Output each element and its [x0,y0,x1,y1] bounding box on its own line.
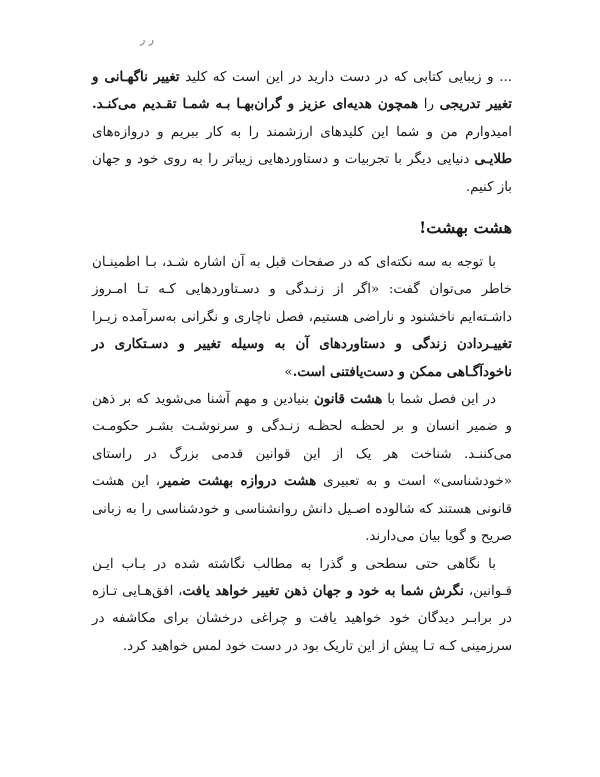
intro-bold-1: تغییر ناگهـانی و تغییر تدریجی [92,69,513,113]
para4-text-2: ، افق‌هـایی تـازه در برابـر دیدگان خود خواهید یافت و چراغی درخشان برای مکاشفه در سرزمینی کـه تـا پیش از این تاریک بود در دست خود لمس خواهید کرد. [92,583,512,654]
intro-text-3: امیدوارم من و شما این کلیدهای ارزشمند را به کار ببریم و دروازه‌های [92,124,512,140]
para3-bold-1: هشت قانون [313,391,383,408]
para3-text-1: در این فصل شما با [382,392,496,408]
para4-bold-1: نگرش شما به خود و جهان ذهن تغییر خواهد یافت [182,582,464,599]
section-title: هشت بهشت! [419,218,512,238]
para2-text-1: با توجه به سه نکته‌ای که در صفحات قبل به آن اشاره شـد، بـا اطمینـان خاطر می‌توان گفت: «اگر از زنـدگی و دسـتاوردهایی کـه تـا امـروز داشـته‌ایم ناخشنود و ناراضی هستیم، فصل ناچاری و نگرانی به‌سرآمده زیـرا [92,255,512,325]
page-content [92,64,512,660]
para3-text-3: ، این هشت قانونی هستند که شالوده اصـیل دانش روانشناسی و خودشناسی را به زبانی صریح و گویا بیان می‌دارند. [92,474,512,545]
para3-bold-2: هشت دروازه بهشت ضمیر [160,473,317,490]
intro-text-4: دنیایی دیگر با تجربیات و دستاوردهایی زیباتر را به روی خود و جهان باز کنیم. [92,152,512,195]
page-header-marks: ر ر [140,33,155,46]
para4-text-1: با نگاهی حتی سطحی و گذرا به مطالب نگاشته شده در بـاب ایـن قـوانین، [92,556,512,599]
paragraph-eight-laws [92,386,512,550]
para2-text-2: » [284,364,293,380]
intro-bold-3: طلایـی [474,151,512,168]
paragraph-eight-heavens [92,249,512,386]
intro-bold-2: همچون هدیه‌ای عزیز و گران‌بهـا بـه شمـا تقـدیم می‌کنـد. [92,96,419,113]
intro-text-1: ... و زیبایی کتابی که در دست دارید در این است که کلید [179,70,512,85]
para3-text-2: بنیادین و مهم آشنا می‌شوید که بر ذهن و ضمیر انسان و بر لحظـه لحظـه زنـدگی و سرنوشـت بشـر حکومـت می‌کننـد. شناخت هر یک از این قوانین قدمی بزرگ در راستای «خودشناسی» است و به تعبیری [92,392,512,490]
intro-paragraph [92,64,512,201]
paragraph-new-perspective [92,551,512,661]
intro-text-2: را [418,97,440,113]
para2-bold-1: تغییـردادن زندگی و دستاوردهای آن به وسیله تغییر و دسـتکاری در ناخودآگـاهی ممکن و دست‌یافتنی است. [92,336,512,380]
